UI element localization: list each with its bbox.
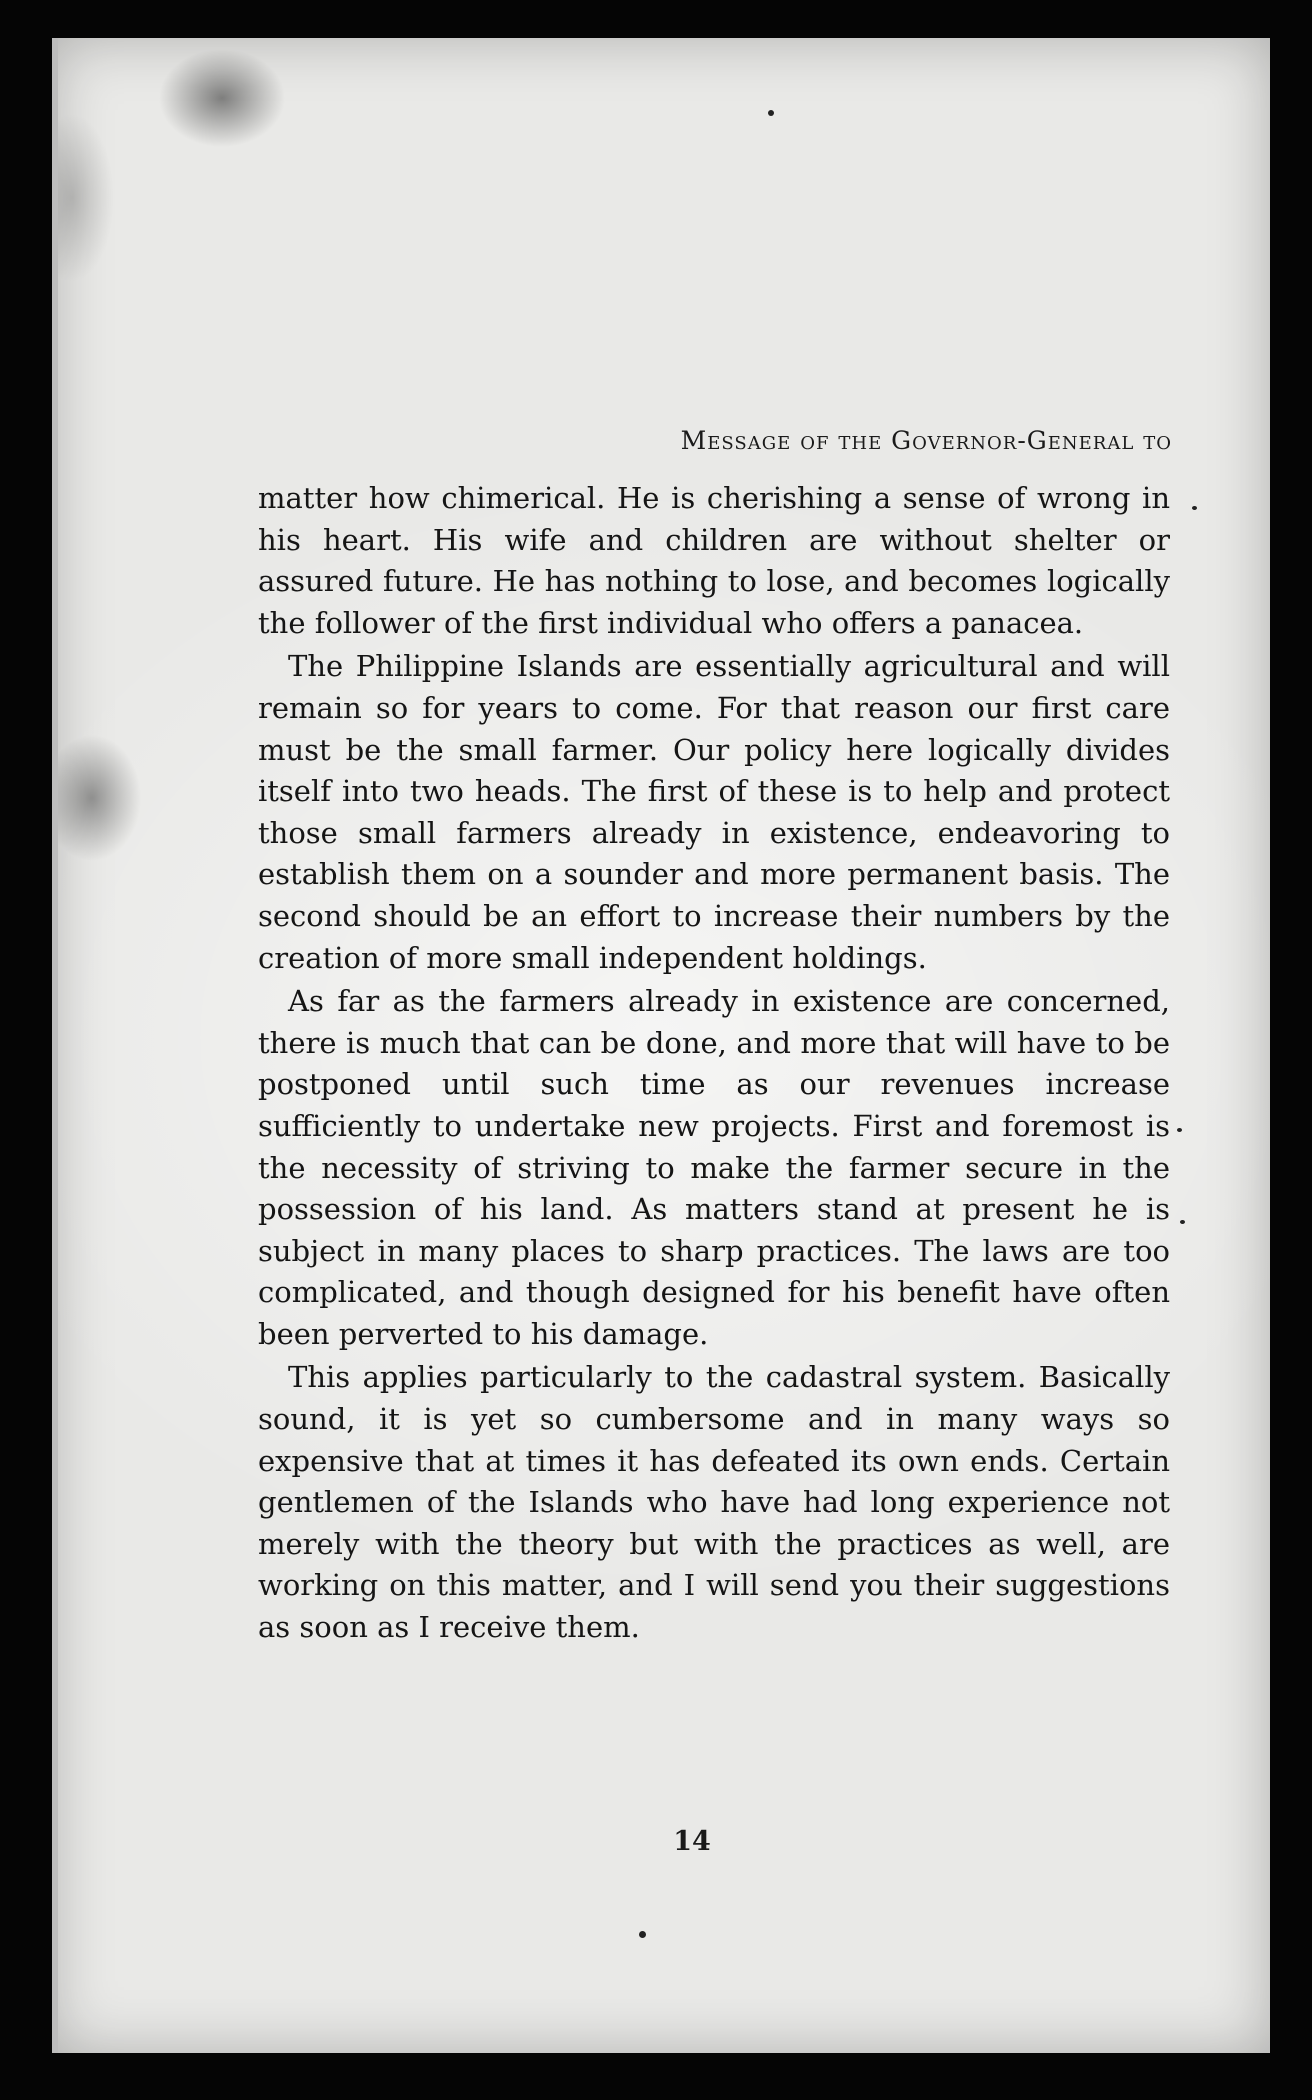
paragraph-4: This applies particularly to the cadastral system. Basically sound, it is yet so cumbersome and in many ways so expensive that at times it has defeated its own ends. Certain gentlemen of the Islands who have had long experience not merely with the theory but with the practices as well, are working on this matter, and I will send you their suggestions as soon as I receive them. bbox=[258, 1360, 1170, 1645]
ink-speck bbox=[1177, 1128, 1182, 1132]
ink-speck bbox=[639, 1931, 646, 1938]
running-header: Message of the Governor-General to bbox=[680, 426, 1172, 455]
ink-speck bbox=[1180, 1220, 1185, 1224]
ink-speck bbox=[768, 110, 774, 116]
document-page bbox=[52, 38, 1270, 2053]
page-number: 14 bbox=[673, 1826, 711, 1857]
page-edge bbox=[52, 38, 58, 2053]
paragraph-3: As far as the farmers already in existence are concerned, there is much that can be done, and more that will have to be postponed until such time as our revenues increase sufficiently to undertake new projects. First and foremost is the necessity of striving to make the farmer secure in the possession of his land. As matters stand at present he is subject in many places to sharp practices. The laws are too complicated, and though designed for his benefit have often been perverted to his damage. bbox=[258, 984, 1170, 1351]
paragraph-1: matter how chimerical. He is cherishing a sense of wrong in his heart. His wife and children are without shelter or assured future. He has nothing to lose, and becomes logically the follower of the first individual who offers a panacea. bbox=[258, 481, 1170, 640]
paragraph-2: The Philippine Islands are essentially agricultural and will remain so for years to come. For that reason our first care must be the small farmer. Our policy here logically divides itself into two heads. The first of these is to help and protect those small farmers already in existence, endeavoring to establish them on a sounder and more permanent basis. The second should be an effort to increase their numbers by the creation of more small independent holdings. bbox=[258, 649, 1170, 975]
ink-speck bbox=[1192, 506, 1197, 510]
body-text bbox=[258, 478, 1170, 1651]
